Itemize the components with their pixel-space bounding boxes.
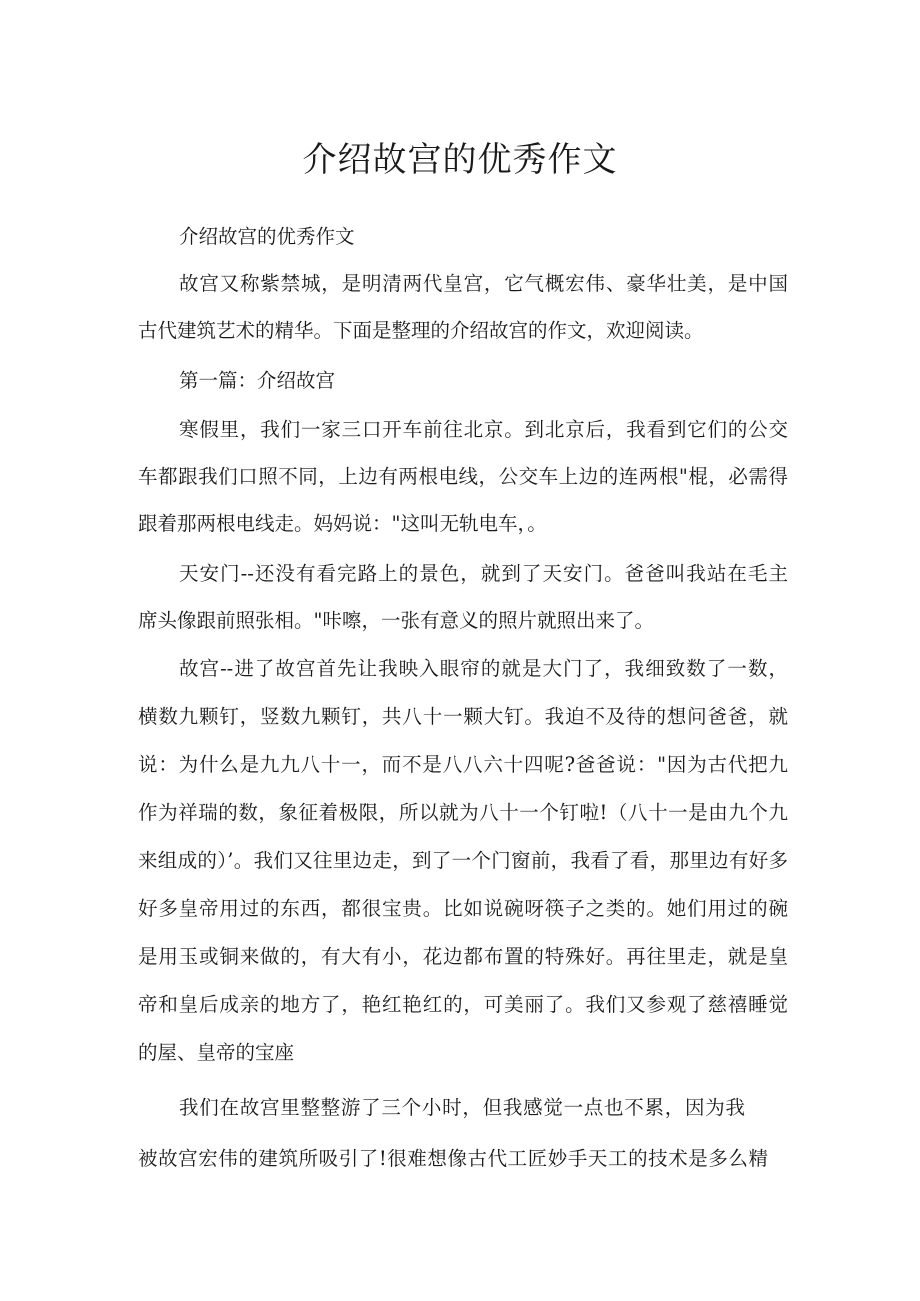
text-line: 席头像跟前照张相。"咔嚓，一张有意义的照片就照出来了。 xyxy=(138,609,654,632)
text-line: 横数九颗钉，竖数九颗钉，共八十一颗大钉。我迫不及待的想问爸爸，就 xyxy=(138,705,788,728)
text-line: 故宫又称紫禁城，是明清两代皇宫，它气概宏伟、豪华壮美，是中国 xyxy=(179,272,788,295)
text-line: 车都跟我们口照不同，上边有两根电线，公交车上边的连两根"棍，必需得 xyxy=(138,465,788,488)
text-line: 帝和皇后成亲的地方了，艳红艳红的，可美丽了。我们又参观了慈禧睡觉 xyxy=(138,993,788,1016)
text-line: 作为祥瑞的数，象征着极限，所以就为八十一个钉啦!（八十一是由九个九 xyxy=(138,801,788,824)
page-title: 介绍故宫的优秀作文 xyxy=(302,140,618,180)
text-line: 是用玉或铜来做的，有大有小，花边都布置的特殊好。再往里走，就是皇 xyxy=(138,945,788,968)
text-line: 我们在故宫里整整游了三个小时，但我感觉一点也不累，因为我 xyxy=(179,1096,745,1119)
section-heading: 第一篇：介绍故宫 xyxy=(179,369,336,392)
text-line: 的屋、皇帝的宝座 xyxy=(138,1041,295,1064)
text-line: 古代建筑艺术的精华。下面是整理的介绍故宫的作文，欢迎阅读。 xyxy=(138,319,704,342)
text-line: 来组成的）’。我们又往里边走，到了一个门窗前，我看了看，那里边有好多 xyxy=(138,849,788,872)
text-line: 好多皇帝用过的东西，都很宝贵。比如说碗呀筷子之类的。她们用过的碗 xyxy=(138,897,788,920)
text-line: 跟着那两根电线走。妈妈说："这叫无轨电车，。 xyxy=(138,512,547,535)
text-line: 故宫--进了故宫首先让我映入眼帘的就是大门了，我细致数了一数， xyxy=(179,657,788,680)
subtitle-line: 介绍故宫的优秀作文 xyxy=(179,225,355,248)
text-line: 天安门--还没有看完路上的景色，就到了天安门。爸爸叫我站在毛主 xyxy=(179,562,788,585)
text-line: 被故宫宏伟的建筑所吸引了!很难想像古代工匠妙手天工的技术是多么精 xyxy=(138,1147,768,1170)
text-line: 寒假里，我们一家三口开车前往北京。到北京后，我看到它们的公交 xyxy=(179,418,788,441)
text-line: 说：为什么是九九八十一，而不是八八六十四呢?爸爸说："因为古代把九 xyxy=(138,753,788,776)
